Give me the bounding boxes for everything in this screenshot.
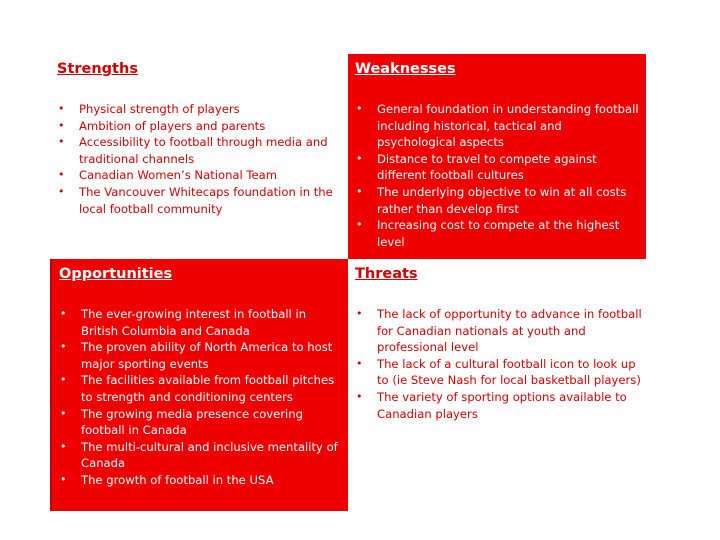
opportunities-item: • The growing media presence covering football in Canada	[59, 406, 344, 439]
weaknesses-item: • Increasing cost to compete at the highest level	[355, 217, 642, 250]
opportunities-item: • The growth of football in the USA	[59, 472, 344, 489]
weaknesses-title: Weaknesses	[355, 61, 456, 77]
strengths-item: • Canadian Women’s National Team	[57, 167, 344, 184]
weaknesses-list	[355, 101, 642, 250]
opportunities-item: • The multi-cultural and inclusive mentality of Canada	[59, 439, 344, 472]
strengths-item: • Physical strength of players	[57, 101, 344, 118]
strengths-item: • Ambition of players and parents	[57, 118, 344, 135]
opportunities-title: Opportunities	[59, 266, 173, 282]
weaknesses-item: • The underlying objective to win at all costs rather than develop first	[355, 184, 642, 217]
strengths-title: Strengths	[57, 61, 138, 77]
opportunities-item: • The ever-growing interest in football in British Columbia and Canada	[59, 306, 344, 339]
opportunities-list	[59, 306, 344, 489]
opportunities-item: • The facilities available from football pitches to strength and conditioning centers	[59, 372, 344, 405]
threats-item: • The lack of opportunity to advance in football for Canadian nationals at youth and professional level	[355, 306, 642, 356]
weaknesses-item: • Distance to travel to compete against different football cultures	[355, 151, 642, 184]
threats-list	[355, 306, 642, 422]
strengths-item: • The Vancouver Whitecaps foundation in the local football community	[57, 184, 344, 217]
weaknesses-quadrant	[348, 54, 646, 259]
threats-quadrant	[348, 259, 646, 511]
strengths-item: • Accessibility to football through media and traditional channels	[57, 134, 344, 167]
threats-title: Threats	[355, 266, 418, 282]
weaknesses-item: • General foundation in understanding football including historical, tactical and psychological aspects	[355, 101, 642, 151]
strengths-list	[57, 101, 344, 217]
threats-item: • The variety of sporting options available to Canadian players	[355, 389, 642, 422]
strengths-quadrant	[50, 54, 348, 259]
opportunities-item: • The proven ability of North America to host major sporting events	[59, 339, 344, 372]
opportunities-quadrant	[50, 259, 348, 511]
threats-item: • The lack of a cultural football icon to look up to (ie Steve Nash for local basketball players)	[355, 356, 642, 389]
